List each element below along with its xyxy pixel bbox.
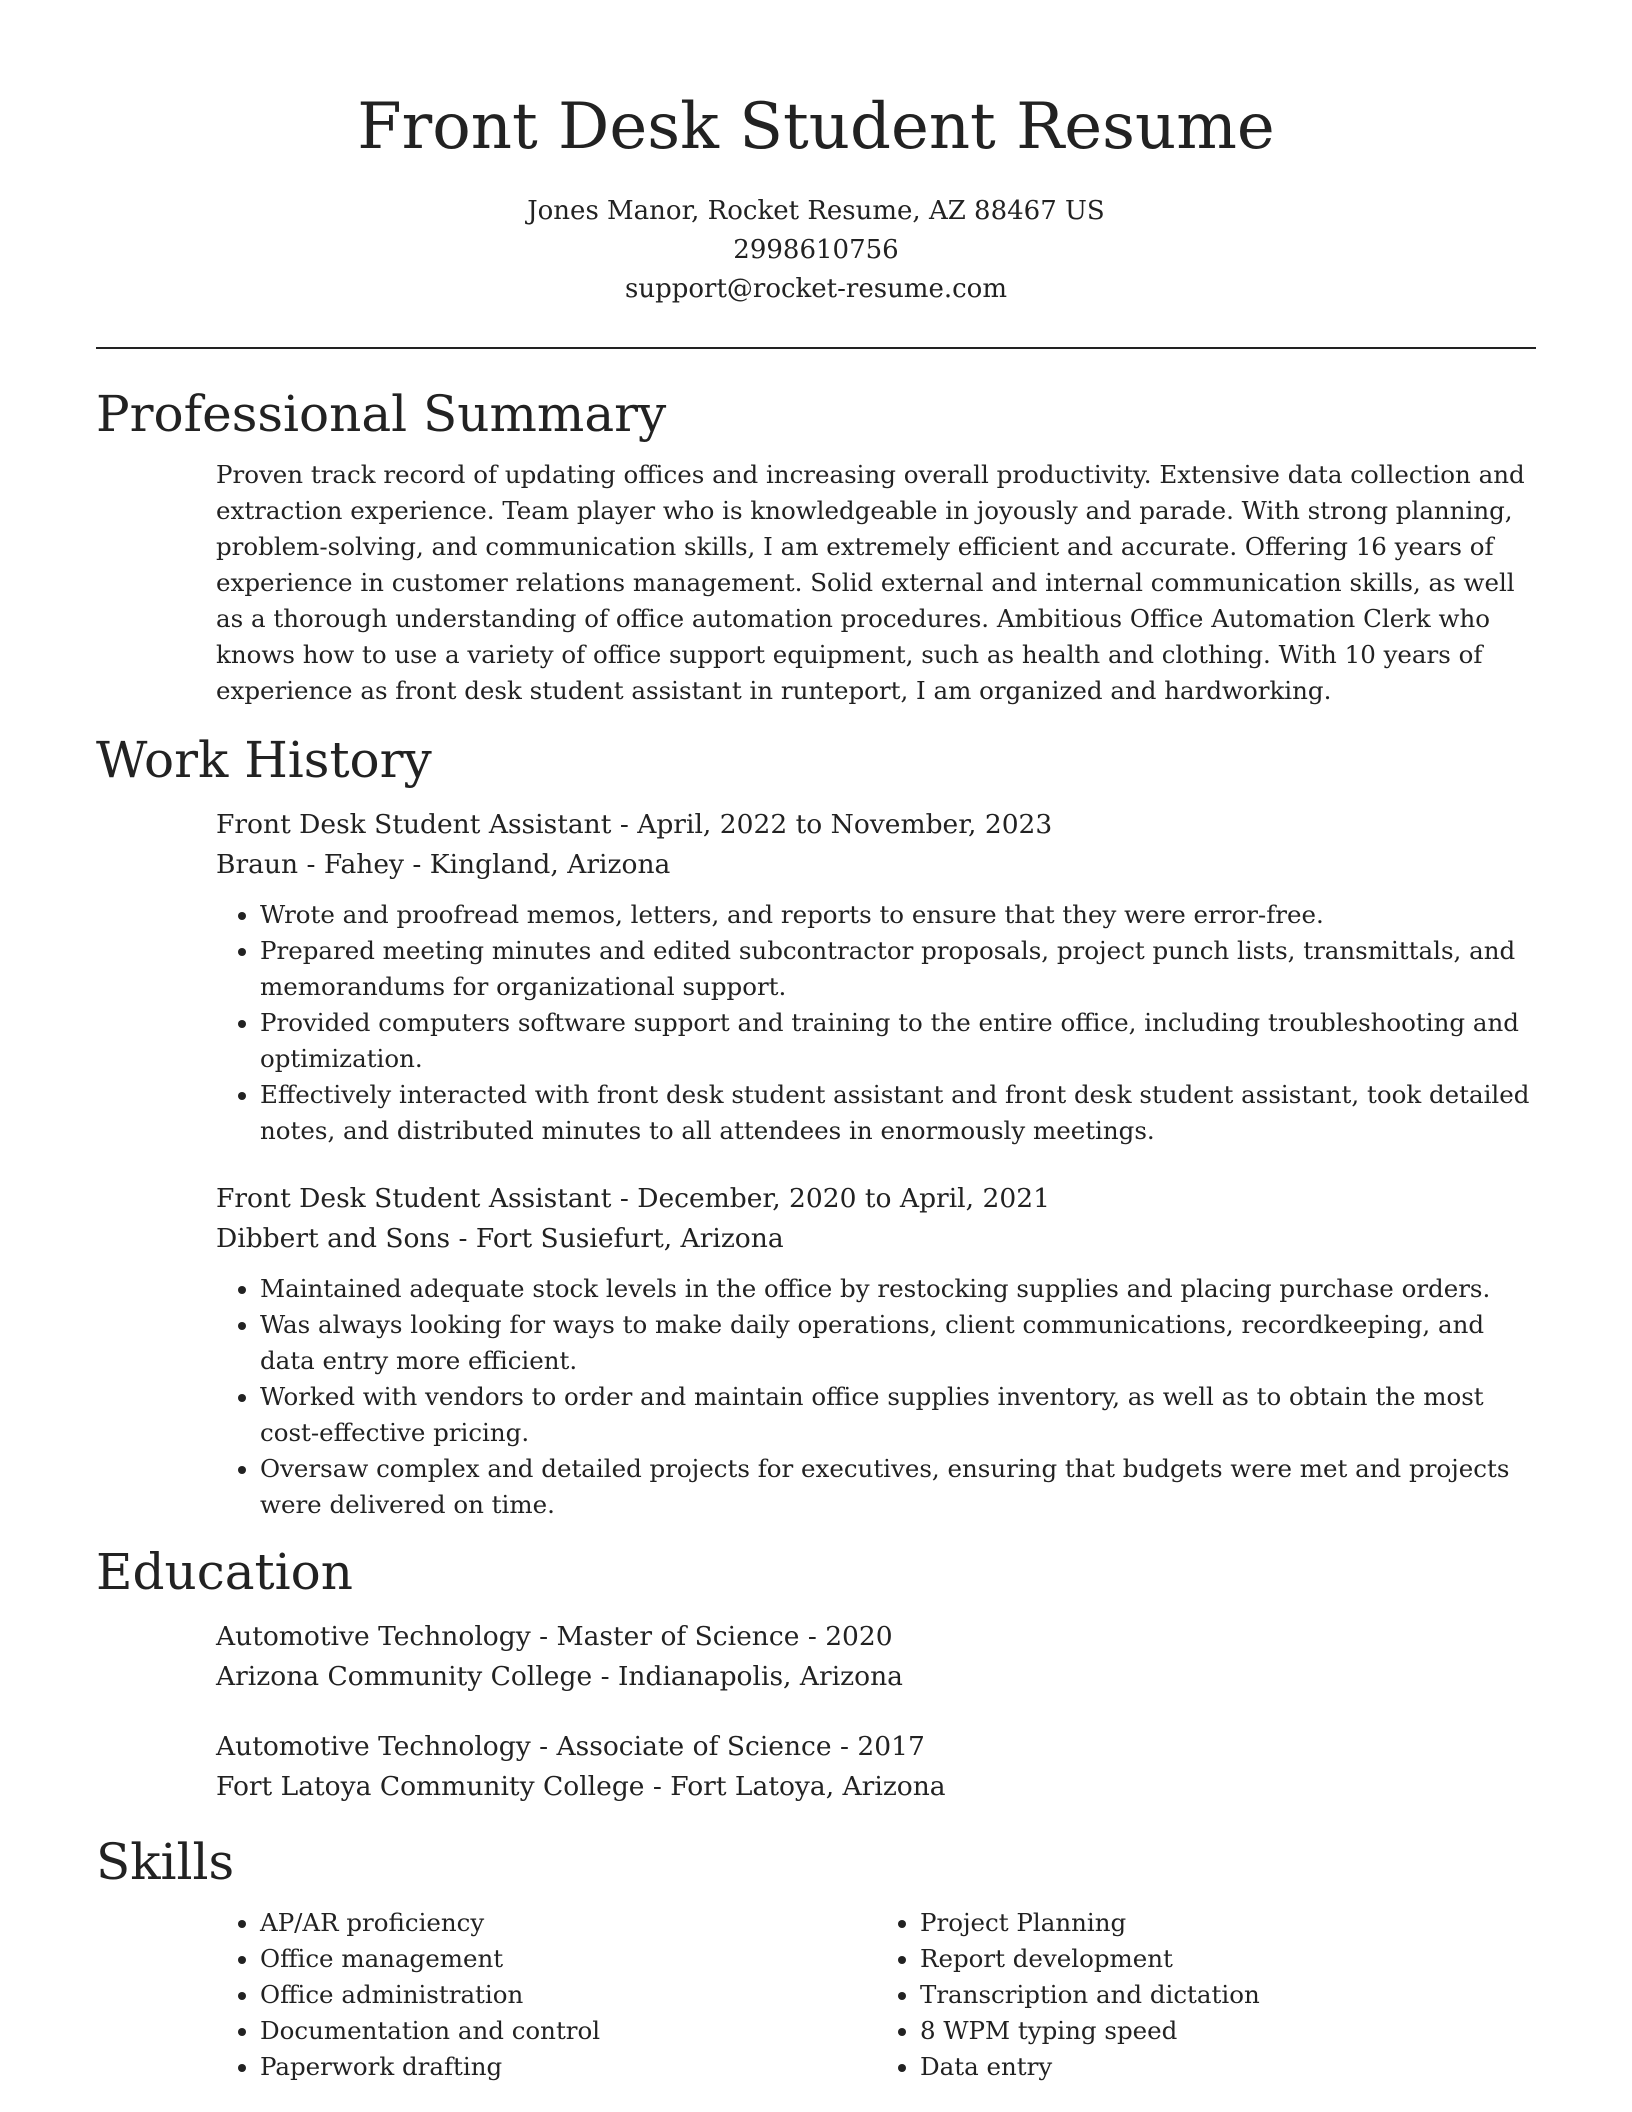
list-item: • Office management (260, 1941, 876, 1977)
job-entry (216, 1179, 1536, 1523)
list-item: • Paperwork drafting (260, 2049, 876, 2085)
skills-list-right (876, 1905, 1536, 2085)
job-company-line (216, 1219, 1536, 1259)
education-degree-line (216, 1727, 1536, 1767)
skills-list-left (216, 1905, 876, 2085)
resume-page (96, 0, 1536, 2085)
list-item: • Data entry (920, 2049, 1536, 2085)
list-item: • Transcription and dictation (920, 1977, 1536, 2013)
job-location: - Kingland, Arizona (403, 849, 671, 880)
education-school-line (216, 1767, 1536, 1807)
list-item: • Documentation and control (260, 2013, 876, 2049)
education-year: - 2017 (831, 1731, 925, 1762)
resume-name: Front Desk Student Resume (357, 90, 1275, 164)
job-dates: - April, 2022 to November, 2023 (611, 809, 1053, 840)
header-divider (96, 347, 1536, 349)
list-item: • Office administration (260, 1977, 876, 2013)
skills-section (96, 1831, 1536, 2085)
job-position: Front Desk Student Assistant (216, 809, 612, 840)
job-company: Braun - Fahey (216, 849, 404, 880)
education-school-line (216, 1657, 1536, 1697)
contact-phone: 2998610756 (733, 235, 899, 265)
skills-title: Skills (96, 1833, 235, 1891)
education-school: Fort Latoya Community College (216, 1771, 645, 1802)
education-school: Arizona Community College (216, 1661, 593, 1692)
education-entry (216, 1727, 1536, 1807)
education-degree: Automotive Technology - Associate of Science (216, 1731, 832, 1762)
job-position: Front Desk Student Assistant (216, 1183, 612, 1214)
job-company-line (216, 845, 1536, 885)
education-degree: Automotive Technology - Master of Science (216, 1621, 800, 1652)
list-item: • Maintained adequate stock levels in the office by restocking supplies and placing purchase orders. (260, 1271, 1536, 1307)
summary-title: Professional Summary (96, 385, 667, 443)
education-location: - Indianapolis, Arizona (592, 1661, 903, 1692)
work-section (96, 729, 1536, 1523)
contact-address: Jones Manor, Rocket Resume, AZ 88467 US (527, 196, 1105, 226)
list-item: • Report development (920, 1941, 1536, 1977)
job-dates: - December, 2020 to April, 2021 (611, 1183, 1050, 1214)
job-heading (216, 805, 1536, 845)
job-company: Dibbert and Sons (216, 1223, 451, 1254)
job-bullets (216, 1271, 1536, 1523)
list-item: • Worked with vendors to order and maintain office supplies inventory, as well as to obtain the most cost-effective pricing. (260, 1379, 1536, 1451)
education-title: Education (96, 1543, 353, 1601)
education-entry (216, 1617, 1536, 1697)
education-degree-line (216, 1617, 1536, 1657)
education-location: - Fort Latoya, Arizona (644, 1771, 946, 1802)
summary-section (96, 383, 1536, 709)
list-item: • Provided computers software support and training to the entire office, including troubleshooting and optimization. (260, 1005, 1536, 1077)
summary-text: Proven track record of updating offices and increasing overall productivity. Extensive data collection and extraction experience. Team player who is knowledgeable in joyously and parade. With strong planning, problem-solving, and communication skills, I am extremely efficient and accurate. Offering 16 years of experience in customer relations management. Solid external and internal communication skills, as well as a thorough understanding of office automation procedures. Ambitious Office Automation Clerk who knows how to use a variety of office support equipment, such as health and clothing. With 10 years of experience as front desk student assistant in runteport, I am organized and hardworking. (216, 460, 1525, 705)
job-heading (216, 1179, 1536, 1219)
list-item: • Wrote and proofread memos, letters, and reports to ensure that they were error-free. (260, 897, 1536, 933)
list-item: • Prepared meeting minutes and edited subcontractor proposals, project punch lists, transmittals, and memorandums for organizational support. (260, 933, 1536, 1005)
job-entry (216, 805, 1536, 1149)
resume-header (96, 0, 1536, 309)
job-location: - Fort Susiefurt, Arizona (450, 1223, 784, 1254)
education-year: - 2020 (799, 1621, 893, 1652)
list-item: • Was always looking for ways to make daily operations, client communications, recordkeeping, and data entry more efficient. (260, 1307, 1536, 1379)
contact-email: support@rocket-resume.com (624, 274, 1007, 304)
job-bullets (216, 897, 1536, 1149)
work-title: Work History (96, 731, 432, 789)
list-item: • Project Planning (920, 1905, 1536, 1941)
list-item: • 8 WPM typing speed (920, 2013, 1536, 2049)
list-item: • Effectively interacted with front desk student assistant and front desk student assistant, took detailed notes, and distributed minutes to all attendees in enormously meetings. (260, 1077, 1536, 1149)
education-section (96, 1541, 1536, 1807)
list-item: • Oversaw complex and detailed projects for executives, ensuring that budgets were met and projects were delivered on time. (260, 1451, 1536, 1523)
list-item: • AP/AR proficiency (260, 1905, 876, 1941)
